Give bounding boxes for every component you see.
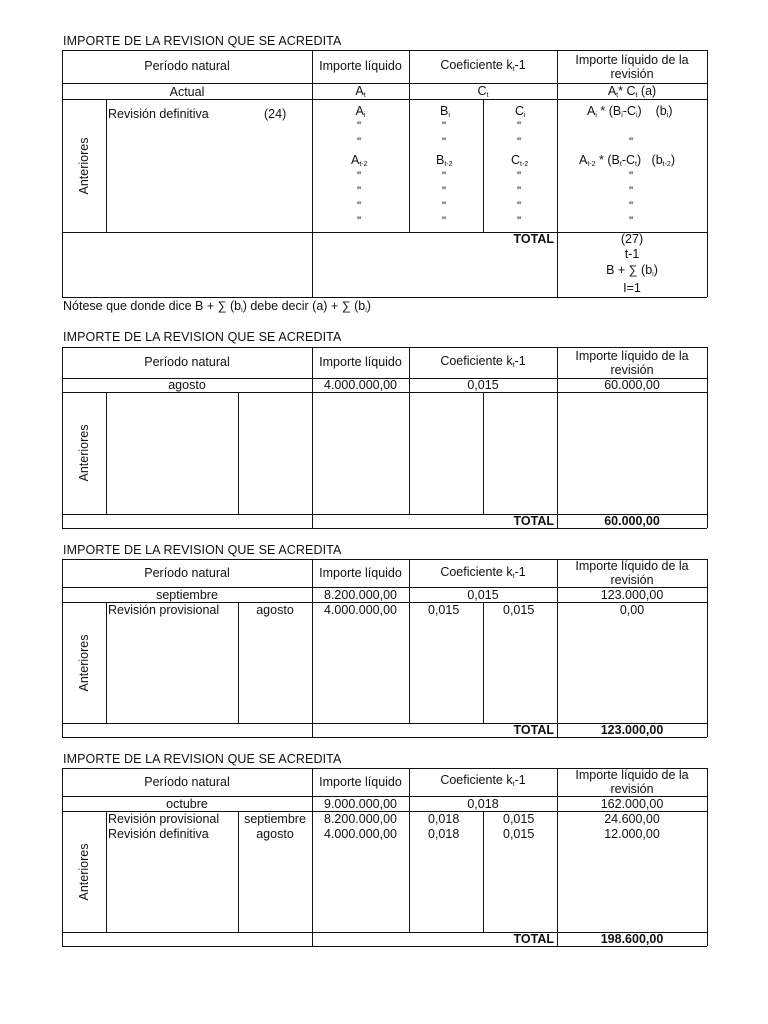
row-coef-b: $B_i$ (440, 104, 450, 119)
current-result: 162.000,00 (600, 797, 664, 811)
header-coeficiente: Coeficiente $k_t-1$ (440, 565, 526, 580)
header-periodo: Período natural (144, 775, 230, 789)
row-importe: 4.000.000,00 (324, 603, 397, 617)
header-revision-2: revisión (610, 782, 654, 796)
table-title: IMPORTE DE LA REVISION QUE SE ACREDITA (63, 330, 342, 344)
row-desc: Revisión provisional (108, 603, 220, 617)
header-revision-1: Importe líquido de la (575, 768, 689, 782)
anteriores-label: Anteriores (77, 424, 91, 482)
row-coef-1: 0,018 (428, 812, 460, 826)
ditto-mark: " (629, 137, 634, 149)
total-line-2: t-1 (624, 247, 640, 261)
row-desc: Revisión definitiva (108, 107, 209, 121)
row-result: 0,00 (619, 603, 645, 617)
header-importe: Importe líquido (319, 59, 402, 73)
header-coeficiente: Coeficiente $k_t-1$ (440, 58, 526, 73)
current-coef: $C_t$ (477, 84, 489, 99)
total-label: TOTAL (513, 232, 554, 246)
row-period: (24) (264, 107, 287, 121)
ditto-mark: " (357, 216, 362, 228)
anteriores-label: Anteriores (77, 634, 91, 692)
header-revision-1: Importe líquido de la (575, 349, 689, 363)
header-revision-1: Importe líquido de la (575, 53, 689, 67)
current-importe: 9.000.000,00 (324, 797, 397, 811)
header-periodo: Período natural (144, 59, 230, 73)
anteriores-label: Anteriores (77, 137, 91, 195)
header-revision-2: revisión (610, 67, 654, 81)
row-importe: 8.200.000,00 (324, 812, 397, 826)
ditto-mark: " (517, 121, 522, 133)
ditto-mark: " (442, 137, 447, 149)
header-periodo: Período natural (144, 355, 230, 369)
footnote: Nótese que donde dice B + ∑ $(b_i)$ debe decir (a) + ∑ $(b_i)$ (63, 299, 371, 314)
table-title: IMPORTE DE LA REVISION QUE SE ACREDITA (63, 752, 342, 766)
total-label: TOTAL (513, 723, 554, 737)
header-revision-1: Importe líquido de la (575, 559, 689, 573)
total-line-4: I=1 (623, 281, 641, 295)
current-result: $A_t*$ $C_t$ (a) (607, 84, 657, 99)
ditto-mark: " (629, 186, 634, 198)
ditto-mark: " (517, 137, 522, 149)
table-title: IMPORTE DE LA REVISION QUE SE ACREDITA (63, 543, 342, 557)
ditto-mark: " (357, 201, 362, 213)
current-coef: 0,018 (467, 797, 499, 811)
ditto-mark: " (629, 216, 634, 228)
header-importe: Importe líquido (319, 566, 402, 580)
ditto-mark: " (629, 171, 634, 183)
ditto-mark: " (442, 186, 447, 198)
row-coef-1: 0,018 (428, 827, 460, 841)
current-coef: 0,015 (467, 378, 499, 392)
ditto-mark: " (442, 216, 447, 228)
current-result: 123.000,00 (600, 588, 664, 602)
header-revision-2: revisión (610, 573, 654, 587)
ditto-mark: " (357, 171, 362, 183)
row-coef-1: 0,015 (428, 603, 460, 617)
ditto-mark: " (442, 121, 447, 133)
row-result: 12.000,00 (604, 827, 660, 841)
ditto-mark: " (517, 216, 522, 228)
anteriores-label: Anteriores (77, 843, 91, 901)
total-value: 198.600,00 (600, 932, 664, 946)
ditto-mark: " (357, 186, 362, 198)
row-desc: Revisión provisional (108, 812, 220, 826)
row-period: septiembre (244, 812, 306, 826)
header-importe: Importe líquido (319, 355, 402, 369)
current-importe: 4.000.000,00 (324, 378, 397, 392)
row-desc: Revisión definitiva (108, 827, 209, 841)
header-revision-2: revisión (610, 363, 654, 377)
header-periodo: Período natural (144, 566, 230, 580)
ditto-mark: " (357, 121, 362, 133)
current-importe: 8.200.000,00 (324, 588, 397, 602)
row-coef-b: $B_{t-2}$ (436, 153, 453, 168)
current-importe: $A_t$ (355, 84, 366, 99)
current-result: 60.000,00 (604, 378, 660, 392)
total-label: TOTAL (513, 514, 554, 528)
header-coeficiente: Coeficiente $k_t-1$ (440, 354, 526, 369)
row-coef-2: 0,015 (503, 812, 535, 826)
ditto-mark: " (517, 171, 522, 183)
total-label: TOTAL (513, 932, 554, 946)
current-coef: 0,015 (467, 588, 499, 602)
row-coef-2: 0,015 (503, 827, 535, 841)
total-line-1: (27) (620, 232, 644, 246)
row-result: $A_i * (B_i-C_i)$ $(b_i)$ (587, 104, 673, 119)
current-period: agosto (168, 378, 206, 392)
ditto-mark: " (442, 201, 447, 213)
row-result: $A_{t-2} * (B_t-C_t)$ $(b_{t-2})$ (579, 153, 675, 168)
header-importe: Importe líquido (319, 775, 402, 789)
ditto-mark: " (357, 137, 362, 149)
row-result: 24.600,00 (604, 812, 660, 826)
row-coef-c: $C_{t-2}$ (511, 153, 529, 168)
row-importe: $A_i$ (355, 104, 366, 119)
total-value: 60.000,00 (604, 514, 660, 528)
row-period: agosto (256, 827, 294, 841)
row-coef-2: 0,015 (503, 603, 535, 617)
total-line-3: B + ∑ $(b_i)$ (606, 263, 658, 278)
current-period: septiembre (156, 588, 218, 602)
current-period: octubre (166, 797, 208, 811)
row-period: agosto (256, 603, 294, 617)
ditto-mark: " (629, 201, 634, 213)
row-coef-c: $C_i$ (515, 104, 526, 119)
row-importe: $A_{t-2}$ (351, 153, 368, 168)
current-period: Actual (169, 85, 205, 99)
row-importe: 4.000.000,00 (324, 827, 397, 841)
ditto-mark: " (517, 186, 522, 198)
ditto-mark: " (517, 201, 522, 213)
header-coeficiente: Coeficiente $k_t-1$ (440, 773, 526, 788)
total-value: 123.000,00 (600, 723, 664, 737)
ditto-mark: " (442, 171, 447, 183)
table-title: IMPORTE DE LA REVISION QUE SE ACREDITA (63, 34, 342, 48)
